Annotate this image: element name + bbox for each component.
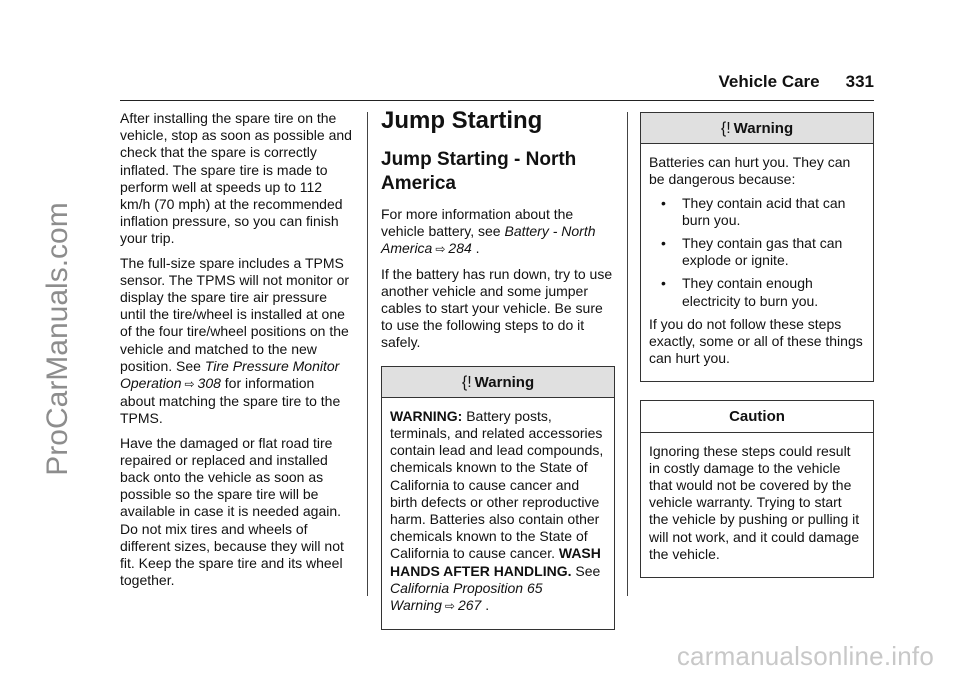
page-ref-icon: ⇨ — [184, 377, 195, 392]
prop65-end: . — [481, 597, 490, 614]
prop65-page-ref[interactable]: 267 — [457, 597, 482, 614]
warning-icon: {! — [461, 373, 472, 391]
header-rule — [120, 100, 874, 101]
warning-body — [641, 144, 873, 381]
spare-tire-paragraph: After installing the spare tire on the vehicle, stop as soon as possible and check that the spare is correctly inflated. The spare tire is made to perform well at speeds up to 112 km/h (70 mph) at the recommended inflation pressure, so you can finish your trip. — [120, 110, 352, 247]
tpms-page-ref[interactable]: 308 — [197, 375, 221, 392]
bullet-icon: • — [661, 235, 666, 252]
warning-bullet-list — [649, 195, 865, 310]
bottom-watermark: carmanualsonline.info — [676, 641, 934, 671]
page-header — [719, 72, 875, 92]
page-ref-icon: ⇨ — [444, 599, 455, 614]
section-heading: Jump Starting — [381, 107, 543, 134]
warning-title: Warning — [474, 373, 535, 391]
section-title: Vehicle Care — [718, 72, 820, 91]
column-left — [120, 110, 352, 596]
battery-page-ref[interactable]: 284 — [448, 240, 472, 257]
prop65-warning-box — [381, 366, 615, 631]
warning-header — [641, 113, 873, 144]
battery-info-paragraph — [381, 206, 615, 259]
prop65-link[interactable]: California Proposition 65 Warning — [390, 579, 543, 614]
page-ref-icon: ⇨ — [435, 242, 446, 257]
bullet-text: They contain acid that can burn you. — [682, 194, 846, 228]
battery-info-text: For more information about the vehicle battery, see — [381, 206, 574, 240]
column-divider-left — [367, 112, 368, 596]
column-right — [640, 112, 874, 578]
warning-text: Battery posts, terminals, and related accessories contain lead and lead compounds, chemicals known to the State of California to cause cancer and birth defects or other reproductive harm. Batteries also contain other chemicals known to the State of California to cause cancer. — [390, 407, 604, 562]
caution-box — [640, 400, 874, 578]
page-number: 331 — [845, 72, 874, 91]
tpms-text-end: for information about matching the spare tire to the TPMS. — [120, 375, 341, 427]
caution-body — [641, 433, 873, 577]
subsection-heading: Jump Starting - North America — [381, 149, 577, 194]
tpms-link[interactable]: Tire Pressure Monitor Operation — [120, 357, 340, 392]
warning-icon: {! — [720, 120, 731, 137]
warning-body — [382, 398, 614, 629]
warning-title: Warning — [733, 120, 794, 137]
battery-link[interactable]: Battery - North America — [381, 223, 596, 257]
warning-intro: Batteries can hurt you. They can be dangerous because: — [649, 154, 851, 188]
column-middle — [381, 106, 615, 630]
see-text: See — [571, 562, 601, 579]
battery-info-end: . — [471, 240, 480, 257]
damaged-tire-paragraph: Have the damaged or flat road tire repaired or replaced and installed back onto the vehicle as soon as possible so the spare tire will be available in case it is needed again. Do not mix tires and wheels of different sizes, because they will not fit. Keep the spare tire and its wheel together. — [120, 434, 344, 589]
caution-text: Ignoring these steps could result in costly damage to the vehicle that would not be covered by the vehicle warranty. Trying to start the vehicle by pushing or pulling it will not work, and it could damage the vehicle. — [649, 442, 860, 562]
tpms-paragraph — [120, 255, 352, 428]
side-watermark-text: ProCarManuals.com — [41, 202, 74, 476]
tpms-text: The full-size spare includes a TPMS sensor. The TPMS will not monitor or display the spare tire air pressure until the tire/wheel is installed at one of the four tire/wheel positions on the vehicle and matched to the new position. See — [120, 254, 350, 374]
list-item — [649, 235, 865, 269]
list-item — [649, 195, 865, 229]
column-divider-right — [627, 112, 628, 596]
warning-outro: If you do not follow these steps exactly, some or all of these things can hurt you. — [649, 315, 863, 367]
bullet-icon: • — [661, 275, 666, 292]
warning-header — [382, 367, 614, 398]
bullet-text: They contain enough electricity to burn you. — [682, 275, 819, 309]
prop65-text — [390, 408, 606, 615]
run-down-paragraph: If the battery has run down, try to use another vehicle and some jumper cables to start your vehicle. Be sure to use the following steps to do it safely. — [381, 265, 613, 351]
wash-hands-text: WASH HANDS AFTER HANDLING. — [390, 545, 601, 579]
bullet-icon: • — [661, 194, 666, 211]
caution-header: Caution — [641, 401, 873, 432]
list-item — [649, 275, 865, 309]
bullet-text: They contain gas that can explode or ignite. — [682, 235, 843, 269]
battery-warning-box — [640, 112, 874, 382]
warning-lead: WARNING: — [390, 407, 463, 424]
